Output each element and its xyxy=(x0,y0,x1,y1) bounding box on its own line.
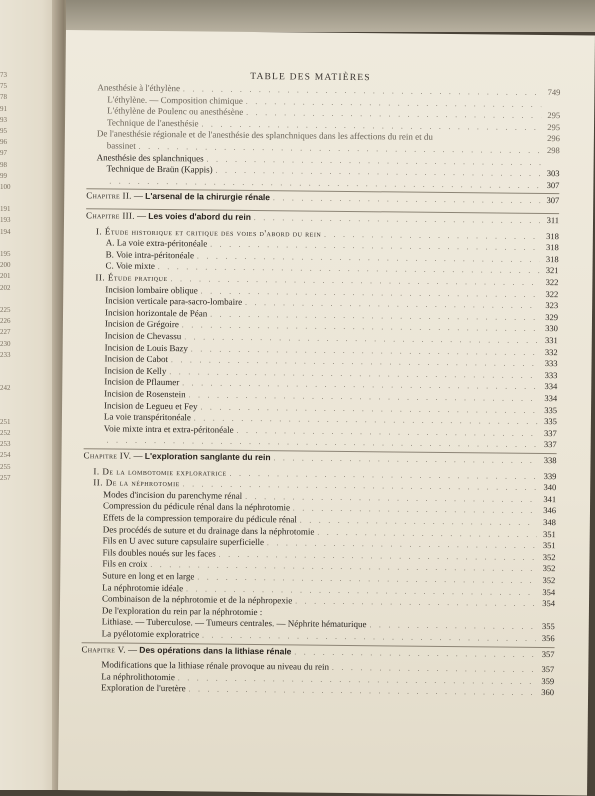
chapter-label: Chapitre IV. xyxy=(83,450,131,460)
leader-dots xyxy=(273,194,540,208)
left-page-number: 233 xyxy=(0,350,30,361)
page-number: 321 xyxy=(542,265,558,276)
chapter-entry: Chapitre III. — Les voies d'abord du rein . . . 311 xyxy=(86,210,559,226)
entry-text: Exploration de l'uretère xyxy=(101,683,186,695)
chapter-label: Chapitre II. xyxy=(86,191,132,201)
page-number: 334 xyxy=(541,381,557,392)
left-page-number: 202 xyxy=(0,283,30,294)
entry-text: Incision de Legueu et Fey xyxy=(104,400,198,412)
chapter-label: Chapitre III. xyxy=(86,210,135,221)
entry-text: Incision de Chevassu xyxy=(105,330,182,342)
entry-text: Technique de Braün (Kappis) xyxy=(106,164,212,176)
left-page-number: 253 xyxy=(0,439,30,450)
left-page-number: 227 xyxy=(0,327,30,338)
entry-text: L'éthylène de Poulenc ou anesthésène xyxy=(107,106,243,118)
page-number: 357 xyxy=(538,649,554,660)
page-number: 333 xyxy=(541,370,557,381)
left-page-number: 255 xyxy=(0,462,30,473)
page-number: 335 xyxy=(541,405,557,416)
page-number: 329 xyxy=(542,312,558,323)
page-number: 311 xyxy=(543,215,559,226)
entry-text: Anesthésie des splanchniques xyxy=(97,152,204,164)
leader-dots xyxy=(254,213,540,227)
page-number: 318 xyxy=(543,254,559,265)
entry-text: La néphrotomie idéale xyxy=(102,582,183,594)
left-page-number: 242 xyxy=(0,383,30,394)
entry-text: Incision de Pflaumer xyxy=(104,377,179,389)
entry-text: L'éthylène. — Composition chimique xyxy=(107,94,243,106)
left-page-number: 194 xyxy=(0,227,30,238)
page-number: 333 xyxy=(541,358,557,369)
entry-text: II. De la néphrotomie xyxy=(93,477,180,489)
left-page-number: 200 xyxy=(0,260,30,271)
page-number: 341 xyxy=(540,494,556,505)
chapter-title: L'exploration sanglante du rein xyxy=(145,451,271,462)
page-number: 346 xyxy=(540,505,556,516)
chapter-entry: Chapitre V. — Des opérations dans la lithiase rénale . . . 357 xyxy=(81,644,554,660)
page-number: 337 xyxy=(541,439,557,450)
page-number: 303 xyxy=(543,168,559,179)
page-number: 359 xyxy=(538,676,554,687)
entry-text: I. De la lombotomie exploratrice xyxy=(93,466,226,478)
left-page-number: 73 xyxy=(0,70,30,81)
left-page-number: 93 xyxy=(0,115,30,126)
entry-text: Des procédés de suture et du drainage dans la néphrotomie xyxy=(103,524,315,537)
entry-text: La voie transpéritonéale xyxy=(104,412,191,424)
page-number: 348 xyxy=(540,517,556,528)
page-number: 332 xyxy=(542,347,558,358)
chapter-entry: Chapitre IV. — L'exploration sanglante du rein . . . 338 xyxy=(83,450,556,466)
left-page-number xyxy=(0,238,30,249)
entry-text: Incision horizontale de Péan xyxy=(105,307,207,319)
page-number: 295 xyxy=(544,122,560,133)
entry-text: Incision lombaire oblique xyxy=(105,284,198,296)
top-shadow xyxy=(66,0,595,32)
entry-text: Fils en croix xyxy=(102,559,147,570)
entry-text: Modifications que la lithiase rénale provoque au niveau du rein xyxy=(101,660,329,673)
left-page-number: 201 xyxy=(0,271,30,282)
left-page-number xyxy=(0,394,30,405)
page-number: 338 xyxy=(540,455,556,466)
entry-text: bassinet xyxy=(107,140,136,151)
entry-text: La néphrolithotomie xyxy=(101,671,175,683)
page-number: 356 xyxy=(539,633,555,644)
entry-text: Suture en long et en large xyxy=(102,570,194,582)
entry-text: Fils doubles noués sur les faces xyxy=(102,547,215,559)
entry-text: Incision de Cabot xyxy=(104,354,168,366)
entry-text: Voie mixte intra et extra-péritonéale xyxy=(104,423,234,435)
entry-text: Compression du pédicule rénal dans la néphrotomie xyxy=(103,501,290,514)
page-number: 298 xyxy=(544,145,560,156)
page-number: 322 xyxy=(542,277,558,288)
page-number: 352 xyxy=(539,575,555,586)
page-number: 351 xyxy=(540,540,556,551)
left-page-numbers xyxy=(0,70,30,484)
page-number: 339 xyxy=(540,471,556,482)
left-page-number: 195 xyxy=(0,249,30,260)
page-number: 357 xyxy=(538,664,554,675)
left-page-number: 230 xyxy=(0,339,30,350)
entry-text: Lithiase. — Tuberculose. — Tumeurs centrales. — Néphrite hématurique xyxy=(102,617,367,631)
entry-text: Modes d'incision du parenchyme rénal xyxy=(103,489,242,501)
left-page-number xyxy=(0,193,30,204)
page-number: 334 xyxy=(541,393,557,404)
page-number: 352 xyxy=(539,563,555,574)
left-page-number: 91 xyxy=(0,104,30,115)
page-number: 318 xyxy=(543,242,559,253)
entry-text: Effets de la compression temporaire du pédicule rénal xyxy=(103,512,297,525)
leader-dots xyxy=(274,453,538,467)
page-number: 360 xyxy=(538,687,554,698)
page-number: 355 xyxy=(539,621,555,632)
left-page-number: 251 xyxy=(0,417,30,428)
entry-text: Incision de Kelly xyxy=(104,365,166,377)
page-number: 295 xyxy=(544,110,560,121)
page-number: 337 xyxy=(541,428,557,439)
page-number: 296 xyxy=(544,133,560,144)
left-page-number: 252 xyxy=(0,428,30,439)
page-number: 749 xyxy=(544,87,560,98)
entry-text: Incision verticale para-sacro-lombaire xyxy=(105,296,242,308)
entry-text: De l'exploration du rein par la néphrotomie : xyxy=(102,605,262,618)
page-number: 351 xyxy=(540,529,556,540)
chapter-title: Des opérations dans la lithiase rénale xyxy=(139,644,291,656)
left-page-number: 97 xyxy=(0,148,30,159)
left-page-number: 95 xyxy=(0,126,30,137)
leader-dots xyxy=(189,685,536,700)
page-number: 340 xyxy=(540,482,556,493)
page-number: 354 xyxy=(539,587,555,598)
page-number: 352 xyxy=(539,552,555,563)
entry-text: La pyélotomie exploratrice xyxy=(102,628,200,640)
entry-text: De l'anesthésie régionale et de l'anesthésie des splanchniques dans les affections du rein et du xyxy=(97,129,433,144)
left-page-number: 191 xyxy=(0,204,30,215)
left-page-number: 225 xyxy=(0,305,30,316)
entry-text: Fils en U avec suture capsulaire superficielle xyxy=(103,536,265,549)
left-page-number: 254 xyxy=(0,450,30,461)
left-page-number: 257 xyxy=(0,473,30,484)
leader-dots xyxy=(294,647,535,661)
page-number: 307 xyxy=(543,195,559,206)
page-number: 354 xyxy=(539,598,555,609)
entry-text: C. Voie mixte xyxy=(105,261,155,273)
page-number: 307 xyxy=(543,180,559,191)
entry-text: Incision de Louis Bazy xyxy=(105,342,188,354)
entry-text: Anesthésie à l'éthylène xyxy=(97,82,180,94)
left-page-number: 78 xyxy=(0,92,30,103)
page-number: 322 xyxy=(542,289,558,300)
entry-text: B. Voie intra-péritonéale xyxy=(106,249,195,261)
entry-text: A. La voie extra-péritonéale xyxy=(106,238,208,250)
page-title: TABLE DES MATIÈRES xyxy=(65,70,555,85)
left-page-number xyxy=(0,406,30,417)
entry-text: Technique de l'anesthésie xyxy=(107,117,199,129)
left-page-number: 75 xyxy=(0,81,30,92)
left-page-number xyxy=(0,294,30,305)
left-page-number: 96 xyxy=(0,137,30,148)
entry-text: Combinaison de la néphrotomie et de la néphropexie xyxy=(102,594,292,607)
left-page-number xyxy=(0,372,30,383)
entry-text: I. Étude historique et critique des voies d'abord du rein xyxy=(96,226,321,239)
chapter-title: L'arsenal de la chirurgie rénale xyxy=(145,191,270,202)
left-page-number: 99 xyxy=(0,171,30,182)
book-page xyxy=(58,30,595,795)
page-number: 330 xyxy=(542,323,558,334)
chapter-label: Chapitre V. xyxy=(81,644,125,654)
chapter-title: Les voies d'abord du rein xyxy=(148,211,251,222)
left-page-number: 98 xyxy=(0,160,30,171)
left-page-number: 193 xyxy=(0,215,30,226)
left-page-edge xyxy=(0,0,60,790)
chapter-entry: Chapitre II. — L'arsenal de la chirurgie rénale . . . 307 xyxy=(86,191,559,207)
left-page-number: 226 xyxy=(0,316,30,327)
page-number: 318 xyxy=(543,231,559,242)
page-number: 335 xyxy=(541,416,557,427)
page-number: 331 xyxy=(542,335,558,346)
left-page-number: 100 xyxy=(0,182,30,193)
entry-text: II. Étude pratique xyxy=(95,272,167,284)
entry-text: Incision de Rosenstein xyxy=(104,388,186,400)
page-number: 323 xyxy=(542,300,558,311)
left-page-number xyxy=(0,361,30,372)
entry-text: Incision de Grégoire xyxy=(105,319,179,331)
